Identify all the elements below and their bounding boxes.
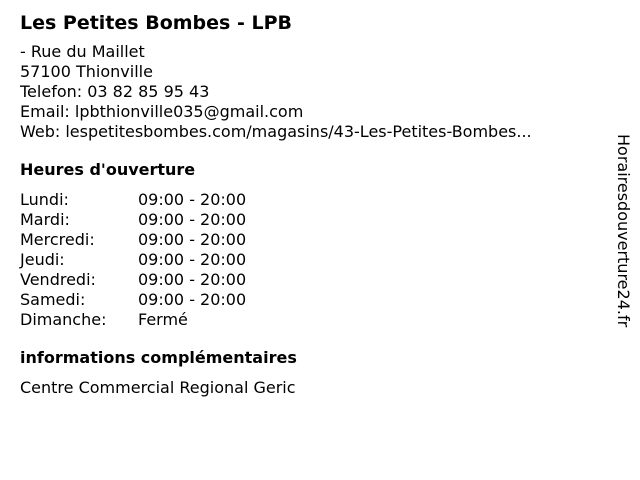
store-name: Les Petites Bombes - LPB bbox=[20, 12, 292, 34]
additional-info-heading: informations complémentaires bbox=[20, 348, 297, 367]
email-line: Email: lpbthionville035@gmail.com bbox=[20, 102, 304, 121]
hours-day: Samedi: bbox=[20, 290, 86, 309]
hours-time: 09:00 - 20:00 bbox=[138, 250, 247, 269]
hours-day: Dimanche: bbox=[20, 310, 107, 329]
hours-time: 09:00 - 20:00 bbox=[138, 270, 247, 289]
watermark-vertical bbox=[614, 134, 634, 374]
web-line: Web: lespetitesbombes.com/magasins/43-Les-Petites-Bombes... bbox=[20, 122, 532, 141]
hours-time: 09:00 - 20:00 bbox=[138, 190, 247, 209]
address-street: - Rue du Maillet bbox=[20, 42, 145, 61]
hours-time: 09:00 - 20:00 bbox=[138, 290, 247, 309]
hours-time: 09:00 - 20:00 bbox=[138, 210, 247, 229]
watermark-text: Horairesdouverture24.fr bbox=[614, 134, 633, 328]
hours-row bbox=[20, 190, 246, 210]
hours-time: Fermé bbox=[138, 310, 188, 329]
hours-time: 09:00 - 20:00 bbox=[138, 230, 247, 249]
hours-row bbox=[20, 310, 246, 330]
hours-day: Mercredi: bbox=[20, 230, 95, 249]
hours-row bbox=[20, 290, 246, 310]
opening-hours-table bbox=[20, 190, 246, 330]
additional-info-text: Centre Commercial Regional Geric bbox=[20, 378, 296, 397]
store-card bbox=[20, 10, 600, 398]
hours-day: Vendredi: bbox=[20, 270, 96, 289]
phone-line: Telefon: 03 82 85 95 43 bbox=[20, 82, 210, 101]
hours-row bbox=[20, 250, 246, 270]
address-city: 57100 Thionville bbox=[20, 62, 153, 81]
hours-row bbox=[20, 210, 246, 230]
hours-row bbox=[20, 270, 246, 290]
hours-row bbox=[20, 230, 246, 250]
hours-day: Lundi: bbox=[20, 190, 69, 209]
opening-hours-heading: Heures d'ouverture bbox=[20, 160, 196, 179]
hours-day: Jeudi: bbox=[20, 250, 65, 269]
hours-day: Mardi: bbox=[20, 210, 70, 229]
